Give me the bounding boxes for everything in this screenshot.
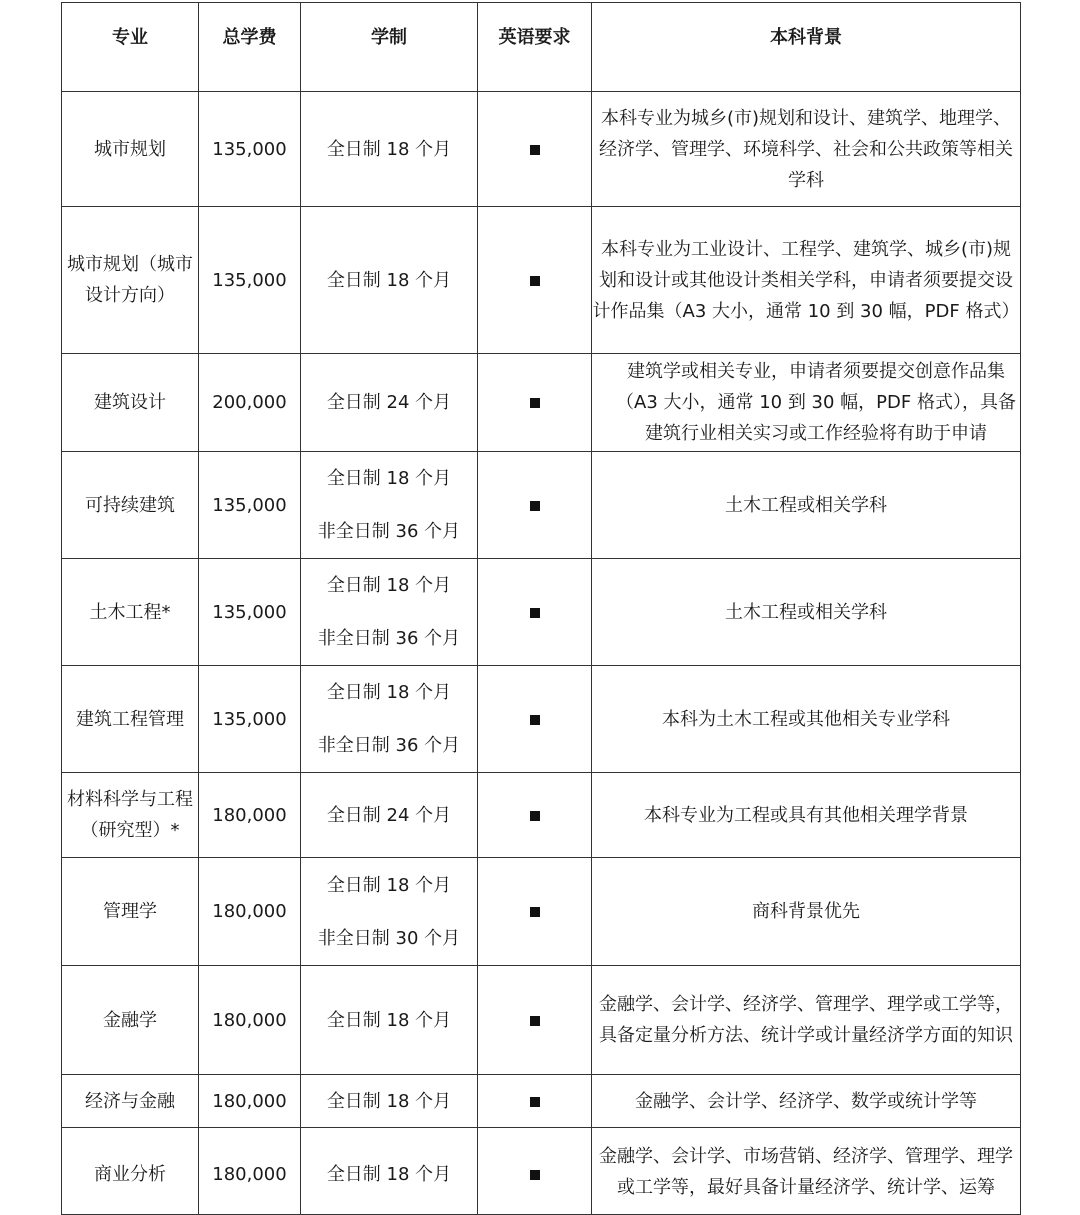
- english-cell: [478, 666, 592, 773]
- duration-cell: [301, 559, 478, 666]
- duration-text: 全日制 18 个月: [326, 269, 452, 291]
- major-cell: 商业分析: [62, 1128, 199, 1215]
- header-english: 英语要求: [478, 3, 592, 92]
- background-cell: 土木工程或相关学科: [592, 452, 1021, 559]
- major-cell: 经济与金融: [62, 1075, 199, 1128]
- square-bullet-icon: [530, 608, 540, 618]
- background-cell: 商科背景优先: [592, 858, 1021, 966]
- english-cell: [478, 773, 592, 858]
- duration-cell: [301, 1075, 478, 1128]
- fee-cell: 135,000: [199, 666, 301, 773]
- header-fee: 总学费: [199, 3, 301, 92]
- table-row: [62, 559, 1021, 666]
- table-row: [62, 666, 1021, 773]
- square-bullet-icon: [530, 1016, 540, 1026]
- table-row: [62, 1128, 1021, 1215]
- header-major: 专业: [62, 3, 199, 92]
- square-bullet-icon: [530, 145, 540, 155]
- duration-cell: [301, 773, 478, 858]
- table-row: [62, 1075, 1021, 1128]
- duration-text: 全日制 18 个月: [326, 575, 452, 596]
- major-cell: 城市规划（城市设计方向）: [62, 207, 199, 354]
- duration-cell: [301, 354, 478, 452]
- english-cell: [478, 1075, 592, 1128]
- duration-text: 全日制 18 个月: [326, 874, 452, 896]
- major-cell: 可持续建筑: [62, 452, 199, 559]
- english-cell: [478, 92, 592, 207]
- fee-cell: 135,000: [199, 207, 301, 354]
- table-row: [62, 207, 1021, 354]
- duration-cell: [301, 966, 478, 1075]
- table-row: [62, 773, 1021, 858]
- background-cell: 土木工程或相关学科: [592, 559, 1021, 666]
- major-cell: 材料科学与工程（研究型）*: [62, 773, 199, 858]
- duration-text: 全日制 18 个月: [326, 1009, 452, 1031]
- duration-cell: [301, 858, 478, 966]
- major-cell: 建筑工程管理: [62, 666, 199, 773]
- fee-cell: 135,000: [199, 559, 301, 666]
- fee-cell: 180,000: [199, 773, 301, 858]
- fee-cell: 180,000: [199, 1128, 301, 1215]
- square-bullet-icon: [530, 276, 540, 286]
- table-row: [62, 858, 1021, 966]
- square-bullet-icon: [530, 1097, 540, 1107]
- square-bullet-icon: [530, 715, 540, 725]
- duration-cell: [301, 666, 478, 773]
- square-bullet-icon: [530, 501, 540, 511]
- duration-text: 全日制 18 个月: [326, 138, 452, 160]
- major-cell: 建筑设计: [62, 354, 199, 452]
- table-row: [62, 92, 1021, 207]
- major-cell: 土木工程*: [62, 559, 199, 666]
- fee-cell: 200,000: [199, 354, 301, 452]
- duration-cell: [301, 207, 478, 354]
- major-cell: 管理学: [62, 858, 199, 966]
- header-duration: 学制: [301, 3, 478, 92]
- header-background: 本科背景: [592, 3, 1021, 92]
- background-cell: 金融学、会计学、经济学、管理学、理学或工学等，具备定量分析方法、统计学或计量经济学方面的知识: [592, 966, 1021, 1075]
- duration-text: 非全日制 36 个月: [317, 735, 461, 756]
- fee-cell: 180,000: [199, 858, 301, 966]
- fee-cell: 180,000: [199, 966, 301, 1075]
- fee-cell: 180,000: [199, 1075, 301, 1128]
- duration-text: 非全日制 36 个月: [317, 521, 461, 542]
- fee-cell: 135,000: [199, 92, 301, 207]
- duration-text: 全日制 24 个月: [326, 392, 452, 413]
- fee-cell: 135,000: [199, 452, 301, 559]
- major-cell: 城市规划: [62, 92, 199, 207]
- square-bullet-icon: [530, 811, 540, 821]
- english-cell: [478, 559, 592, 666]
- duration-cell: [301, 452, 478, 559]
- duration-text: 全日制 18 个月: [326, 1090, 452, 1112]
- background-cell: 本科专业为城乡(市)规划和设计、建筑学、地理学、经济学、管理学、环境科学、社会和公共政策等相关学科: [592, 92, 1021, 207]
- duration-text: 全日制 18 个月: [326, 682, 452, 703]
- english-cell: [478, 207, 592, 354]
- major-cell: 金融学: [62, 966, 199, 1075]
- duration-cell: [301, 1128, 478, 1215]
- background-cell: 本科为土木工程或其他相关专业学科: [592, 666, 1021, 773]
- square-bullet-icon: [530, 1170, 540, 1180]
- duration-text: 全日制 18 个月: [326, 468, 452, 489]
- background-cell: 建筑学或相关专业，申请者须要提交创意作品集（A3 大小，通常 10 到 30 幅，PDF 格式），具备建筑行业相关实习或工作经验将有助于申请: [592, 354, 1021, 452]
- duration-text: 非全日制 36 个月: [317, 628, 461, 649]
- duration-text: 全日制 18 个月: [326, 1163, 452, 1185]
- english-cell: [478, 858, 592, 966]
- duration-text: 全日制 24 个月: [326, 804, 452, 826]
- table-row: [62, 354, 1021, 452]
- background-cell: 本科专业为工程或具有其他相关理学背景: [592, 773, 1021, 858]
- english-cell: [478, 452, 592, 559]
- square-bullet-icon: [530, 398, 540, 408]
- duration-text: 非全日制 30 个月: [317, 927, 461, 949]
- english-cell: [478, 354, 592, 452]
- square-bullet-icon: [530, 907, 540, 917]
- english-cell: [478, 966, 592, 1075]
- duration-cell: [301, 92, 478, 207]
- table-row: [62, 966, 1021, 1075]
- background-cell: 金融学、会计学、市场营销、经济学、管理学、理学或工学等，最好具备计量经济学、统计学、运筹: [592, 1128, 1021, 1215]
- english-cell: [478, 1128, 592, 1215]
- background-cell: 本科专业为工业设计、工程学、建筑学、城乡(市)规划和设计或其他设计类相关学科，申请者须要提交设计作品集（A3 大小，通常 10 到 30 幅，PDF 格式）: [592, 207, 1021, 354]
- background-cell: 金融学、会计学、经济学、数学或统计学等: [592, 1075, 1021, 1128]
- header-row: [62, 3, 1021, 92]
- programs-table: [61, 2, 1021, 1215]
- table-row: [62, 452, 1021, 559]
